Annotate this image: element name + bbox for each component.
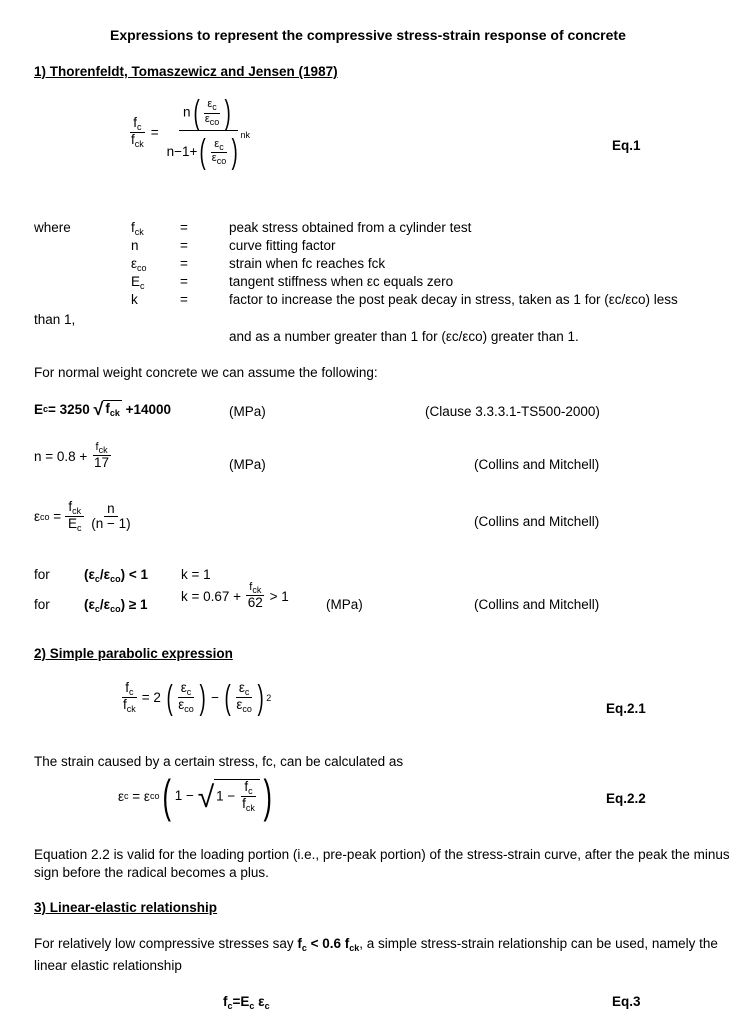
normal-weight-text: For normal weight concrete we can assume the following: bbox=[34, 365, 378, 380]
def-equals-1: = bbox=[180, 220, 188, 235]
def-symbol-ec: $E_c$ bbox=[131, 274, 145, 291]
ec-formula: E c = 3250 √ $f_{ck}$ +14000 bbox=[34, 399, 172, 419]
page-title: Expressions to represent the compressive stress-strain response of concrete bbox=[110, 27, 626, 43]
and-as-text: and as a number greater than 1 for (εc/εco) greater than 1. bbox=[229, 329, 579, 344]
eq22-formula: ε c = ε co ( 1 − √ 1 − $\frac{f_c}{f_{ck}}$ ) bbox=[118, 770, 272, 822]
eq3-formula: $f_c=E_c$ $\varepsilon_c$ bbox=[223, 994, 270, 1011]
strain-text: The strain caused by a certain stress, fc, can be calculated as bbox=[34, 754, 404, 769]
condition-2: $(\varepsilon_c/\varepsilon_{co}) \ge 1$ bbox=[84, 597, 148, 614]
def-symbol-fck: $f_{ck}$ bbox=[131, 220, 144, 237]
section1-heading: 1) Thorenfeldt, Tomaszewicz and Jensen (1987) bbox=[34, 64, 338, 79]
k-formula-2: k = 0.67 + $\frac{f_{ck}}{62}$ > 1 bbox=[181, 581, 289, 611]
def-desc-2: curve fitting factor bbox=[229, 238, 336, 253]
for-label-1: for bbox=[34, 567, 50, 582]
def-symbol-n: n bbox=[131, 238, 139, 253]
def-equals-2: = bbox=[180, 238, 188, 253]
def-desc-1: peak stress obtained from a cylinder test bbox=[229, 220, 472, 235]
n-formula: n = 0.8 + $\frac{f_{ck}}{17}$ bbox=[34, 441, 110, 471]
section2-heading: 2) Simple parabolic expression bbox=[34, 646, 233, 661]
k-reference: (Collins and Mitchell) bbox=[474, 597, 600, 612]
def-symbol-eco: $\varepsilon_{co}$ bbox=[131, 256, 147, 273]
where-label: where bbox=[34, 220, 71, 235]
n-reference: (Collins and Mitchell) bbox=[474, 457, 600, 472]
eq1-label: Eq.1 bbox=[612, 138, 641, 153]
def-desc-5: factor to increase the post peak decay in stress, taken as 1 for (εc/εco) less bbox=[229, 292, 678, 307]
eq21-formula: $\frac{f_c}{f_{ck}}$ = 2 ( $\frac{\varepsilon_c}{\varepsilon_{co}}$ ) − ( $\frac{\varepsilon_c}{\varepsilon_{co}}$ ) 2 bbox=[123, 678, 272, 717]
eco-formula: ε co = $\frac{f_{ck}}{E_c}$ $\frac{n}{(n - 1)}$ bbox=[34, 499, 131, 534]
def-symbol-k: k bbox=[131, 292, 138, 307]
def-equals-3: = bbox=[180, 256, 188, 271]
than1-text: than 1, bbox=[34, 312, 76, 327]
eq22-label: Eq.2.2 bbox=[606, 791, 646, 806]
k-equals-1: k = 1 bbox=[181, 567, 211, 582]
section3-text: For relatively low compressive stresses say $f_c < 0.6$ $f_{ck}$, a simple stress-strain relationship can be used, namely the linear elastic relationship bbox=[34, 936, 718, 973]
ec-reference: (Clause 3.3.3.1-TS500-2000) bbox=[425, 404, 600, 419]
def-equals-5: = bbox=[180, 292, 188, 307]
n-unit: (MPa) bbox=[229, 457, 266, 472]
eq1-formula: $\frac{f_c}{f_{ck}}$ = n ( $\frac{\varepsilon_c}{\varepsilon_{co}}$ ) n−1+ ( $\frac{\varepsilon_c}{\varepsilon_{co}}$ ) $^{nk}$ bbox=[131, 94, 251, 172]
eq3-label: Eq.3 bbox=[612, 994, 641, 1009]
def-equals-4: = bbox=[180, 274, 188, 289]
eco-reference: (Collins and Mitchell) bbox=[474, 514, 600, 529]
k-unit: (MPa) bbox=[326, 597, 363, 612]
def-desc-3: strain when fc reaches fck bbox=[229, 256, 386, 271]
section3-heading: 3) Linear-elastic relationship bbox=[34, 900, 218, 915]
eq21-label: Eq.2.1 bbox=[606, 701, 646, 716]
condition-1: $(\varepsilon_c/\varepsilon_{co}) < 1$ bbox=[84, 567, 148, 584]
eq22-note: Equation 2.2 is valid for the loading portion (i.e., pre-peak portion) of the stress-strain curve, after the peak the minus sign before the radical becomes a plus. bbox=[34, 847, 730, 880]
for-label-2: for bbox=[34, 597, 50, 612]
def-desc-4: tangent stiffness when εc equals zero bbox=[229, 274, 454, 289]
ec-unit: (MPa) bbox=[229, 404, 266, 419]
